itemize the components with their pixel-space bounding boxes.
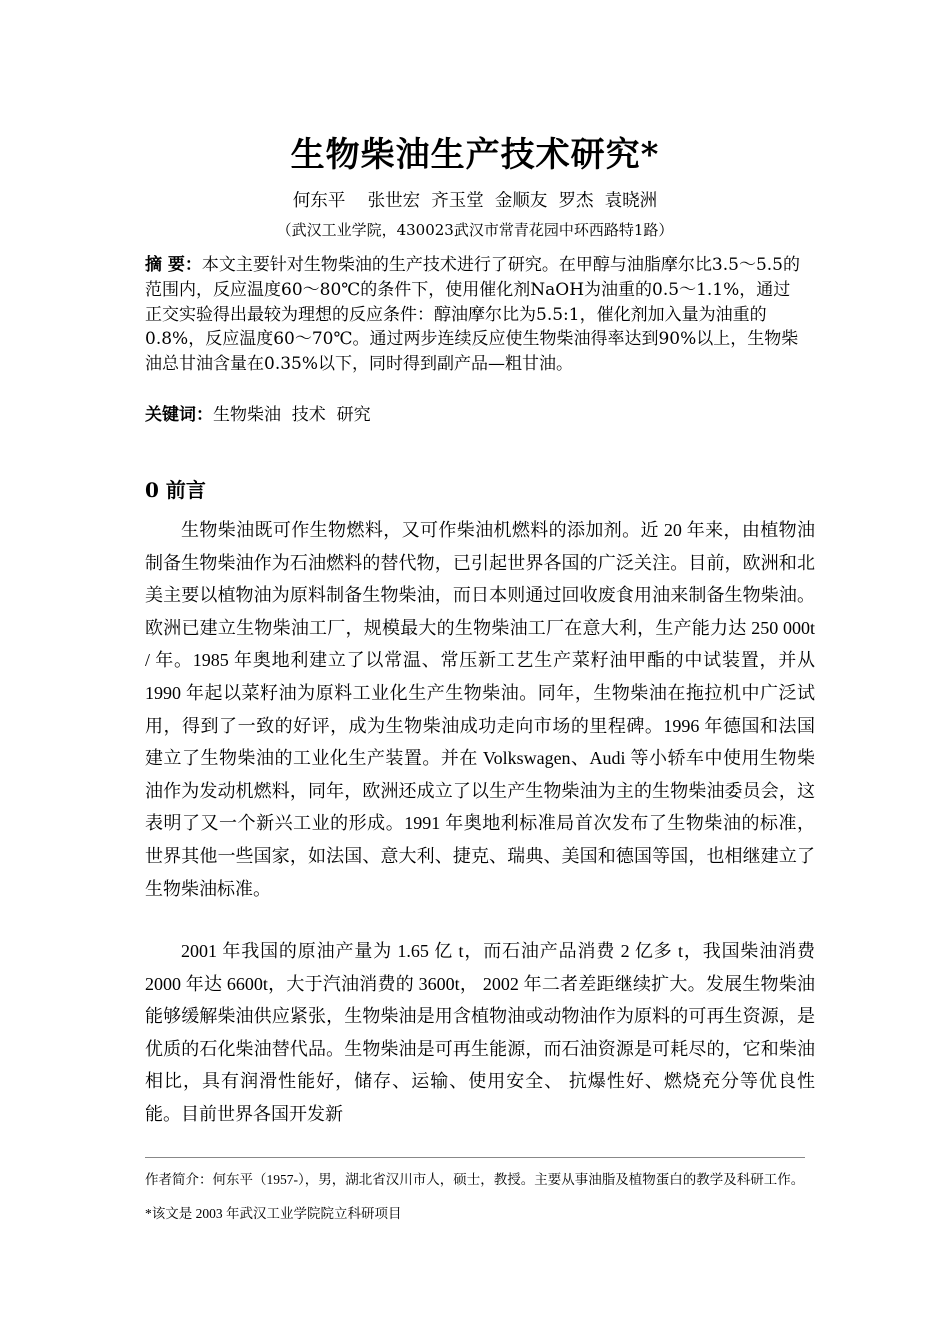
abstract-text: 本文主要针对生物柴油的生产技术进行了研究。在甲醇与油脂摩尔比3.5～5.5的范围内，反应温度60～80℃的条件下，使用催化剂NaOH为油重的0.5～1.1%，通过正交实验得出最较为理想的反应条件：醇油摩尔比为5.5:1，催化剂加入量为油重的0.8%，反应温度60～70℃。通过两步连续反应使生物柴油得率达到90%以上，生物柴油总甘油含量在0.35%以下，同时得到副产品—粗甘油。 [145,255,800,375]
affiliation: （武汉工业学院，430023武汉市常青花园中环西路特1路） [276,221,674,239]
paper-title: 生物柴油生产技术研究* [290,135,660,175]
author-list: 何东平 张世宏 齐玉堂 金顺友 罗杰 袁晓洲 [292,191,658,211]
paragraph-text: 生物柴油既可作生物燃料，又可作柴油机燃料的添加剂。近 20 年来，由植物油制备生物柴油作为石油燃料的替代物，已引起世界各国的广泛关注。目前，欧洲和北美主要以植物油为原料制备生物柴油，而日本则通过回收废食用油来制备生物柴油。欧洲已建立生物柴油工厂，规模最大的生物柴油工厂在意大利，生产能力达 250 000t / 年。1985 年奥地利建立了以常温、常压新工艺生产菜籽油甲酯的中试装置，并从 1990 年起以菜籽油为原料工业化生产生物柴油。同年，生物柴油在拖拉机中广泛试用，得到了一致的好评，成为生物柴油成功走向市场的里程碑。1996 年德国和法国建立了生物柴油的工业化生产装置。并在 Volkswagen、Audi 等小轿车中使用生物柴油作为发动机燃料，同年，欧洲还成立了以生产生物柴油为主的生物柴油委员会，这表明了又一个新兴工业的形成。1991 年奥地利标准局首次发布了生物柴油的标准，世界其他一些国家，如法国、意大利、捷克、瑞典、美国和德国等国，也相继建立了生物柴油标准。 [145,520,815,899]
footnote: 作者简介：何东平（1957-），男，湖北省汉川市人，硕士，教授。主要从事油脂及植物蛋白的教学及科研工作。*该文是 2003 年武汉工业学院院立科研项目 [145,1172,805,1221]
body-paragraph-1 [145,514,815,905]
paragraph-text: 2001 年我国的原油产量为 1.65 亿 t，而石油产品消费 2 亿多 t，我国柴油消费 2000 年达 6600t，大于汽油消费的 3600t， 2002 年二者差距继续扩大。发展生物柴油能够缓解柴油供应紧张，生物柴油是用含植物油或动物油作为原料的可再生资源，是优质的石化柴油替代品。生物柴油是可再生能源，而石油资源是可耗尽的，它和柴油相比，具有润滑性能好，储存、运输、使用安全、 抗爆性好、燃烧充分等优良性能。目前世界各国开发新 [145,941,815,1124]
keywords-text: 生物柴油 技术 研究 [213,405,371,425]
abstract [145,253,807,377]
keywords-label: 关键词： [145,405,213,425]
footnote-divider [145,1157,805,1158]
abstract-label: 摘 要： [145,255,202,275]
keywords [145,400,371,425]
body-paragraph-2 [145,935,815,1131]
section-heading: 0 前言 [145,478,206,502]
